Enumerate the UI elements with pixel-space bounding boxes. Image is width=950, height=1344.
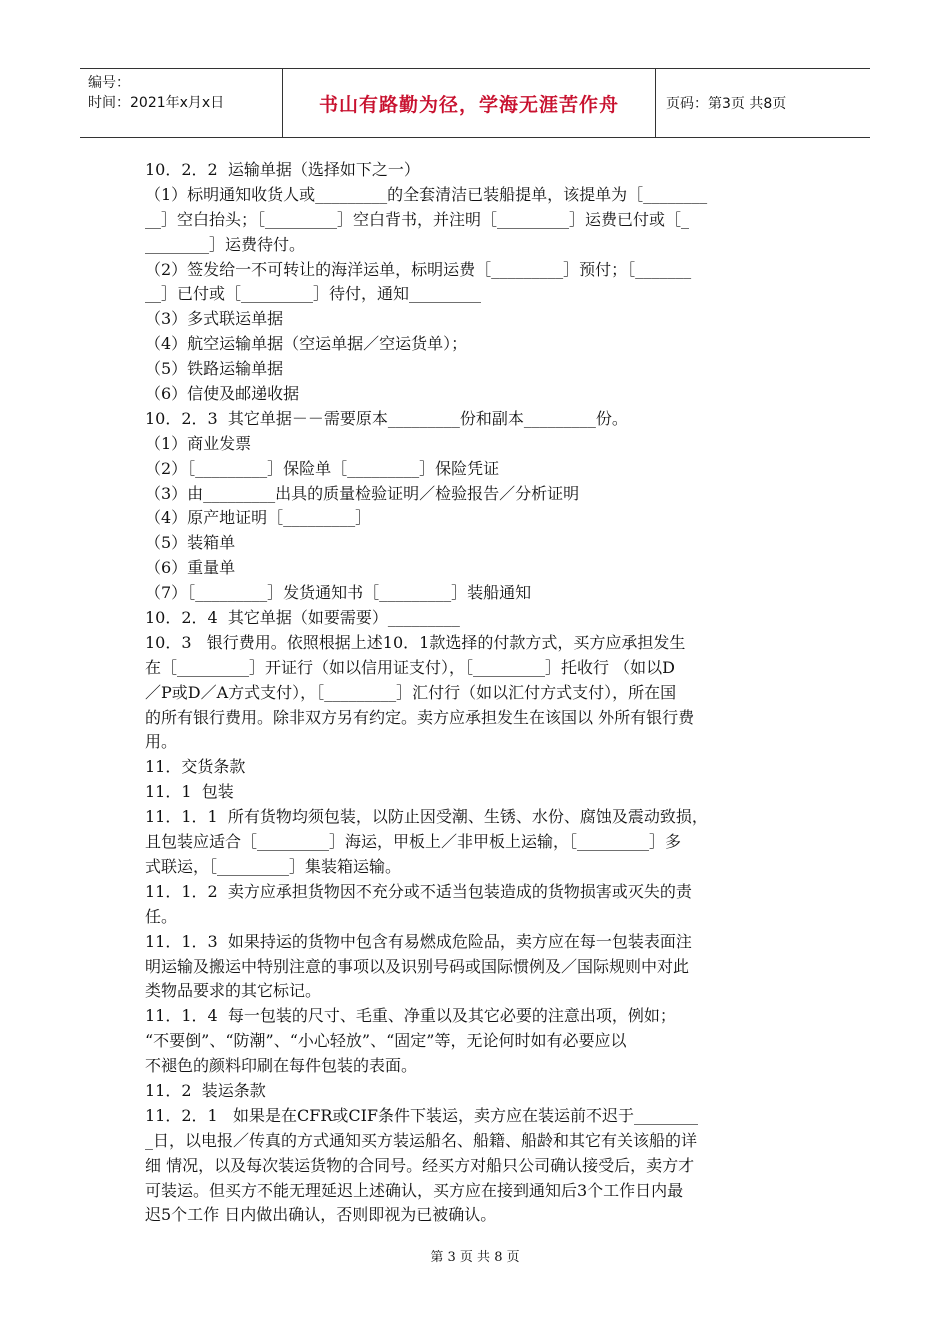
text-line: （2）签发给一不可转让的海洋运单，标明运费［_________］预付；［_______ — [145, 259, 692, 279]
text-line: （1）标明通知收货人或_________的全套清洁已装船提单，该提单为［________ — [145, 184, 708, 204]
text-line: 10．2．3 其它单据－－需要原本_________份和副本_________份。 — [145, 408, 628, 428]
text-line: 迟5个工作 日内做出确认，否则即视为已被确认。 — [145, 1205, 497, 1225]
text-line: （5）铁路运输单据 — [145, 359, 284, 379]
text-line: 11．2 装运条款 — [145, 1080, 266, 1100]
text-line: 11．2．1 如果是在CFR或CIF条件下装运，卖方应在装运前不迟于________ — [145, 1105, 699, 1125]
text-line: 11．1．2 卖方应承担货物因不充分或不适当包装造成的货物损害或灭失的责 — [145, 881, 692, 901]
text-line: 任。 — [145, 906, 178, 926]
text-line: 明运输及搬运中特别注意的事项以及识别号码或国际惯例及／国际规则中对此 — [145, 956, 690, 976]
header-motto: 书山有路勤为径，学海无涯苦作舟 — [283, 69, 656, 137]
text-line: 可装运。但买方不能无理延迟上述确认，买方应在接到通知后3个工作日内最 — [145, 1180, 684, 1200]
text-line: （5）装箱单 — [145, 533, 236, 553]
text-line: ________］运费待付。 — [145, 234, 306, 254]
text-line: ／P或D／A方式支付），［_________］汇付行（如以汇付方式支付），所在国 — [145, 682, 677, 702]
text-line: _日，以电报／传真的方式通知买方装运船名、船籍、船龄和其它有关该船的详 — [145, 1130, 698, 1150]
text-line: （4）航空运输单据（空运单据／空运货单）； — [145, 334, 468, 354]
text-line: 10．2．4 其它单据（如要需要）_________ — [145, 608, 460, 628]
text-line: （6）重量单 — [145, 558, 236, 578]
text-line: （6）信使及邮递收据 — [145, 384, 300, 404]
text-line: 类物品要求的其它标记。 — [145, 981, 322, 1001]
text-line: 11．1．3 如果持运的货物中包含有易燃成危险品，卖方应在每一包装表面注 — [145, 931, 692, 951]
text-line: （1）商业发票 — [145, 433, 252, 453]
text-line: （7）［_________］发货通知书［_________］装船通知 — [145, 583, 532, 603]
page-header — [80, 68, 870, 138]
text-line: 11．1 包装 — [145, 782, 234, 802]
text-line: 式联运，［_________］集装箱运输。 — [145, 856, 402, 876]
document-body — [145, 158, 810, 1228]
text-line: 细 情况，以及每次装运货物的合同号。经买方对船只公司确认接受后，卖方才 — [145, 1155, 695, 1175]
document-date: 时间：2021年x月x日 — [88, 95, 225, 111]
text-line: 用。 — [145, 732, 178, 752]
text-line: 不褪色的颜料印刷在每件包装的表面。 — [145, 1056, 418, 1076]
text-line: 的所有银行费用。除非双方另有约定。卖方应承担发生在该国以 外所有银行费 — [145, 707, 695, 727]
text-line: 10．3 银行费用。依照根据上述10．1款选择的付款方式，买方应承担发生 — [145, 632, 686, 652]
text-line: 11．1．1 所有货物均须包装，以防止因受潮、生锈、水份、腐蚀及震动致损， — [145, 807, 708, 827]
text-line: 11．1．4 每一包装的尺寸、毛重、净重以及其它必要的注意出项，例如； — [145, 1006, 676, 1026]
document-number-label: 编号： — [88, 75, 130, 91]
text-line: （3）由_________出具的质量检验证明／检验报告／分析证明 — [145, 483, 580, 503]
header-meta — [80, 69, 283, 137]
header-page-info: 页码：第3页 共8页 — [666, 96, 787, 112]
text-line: 在［_________］开证行（如以信用证支付），［_________］托收行 （如以D — [145, 657, 675, 677]
text-line: 且包装应适合［_________］海运，甲板上／非甲板上运输，［_________］多 — [145, 832, 682, 852]
text-line: （4）原产地证明［_________］ — [145, 508, 372, 528]
text-line: （3）多式联运单据 — [145, 309, 284, 329]
text-line: __］已付或［_________］待付，通知_________ — [145, 284, 482, 304]
text-line: 10．2．2 运输单据（选择如下之一） — [145, 160, 420, 179]
text-line: 11．交货条款 — [145, 757, 246, 777]
text-line: __］空白抬头；［_________］空白背书，并注明［_________］运费已付或［_ — [145, 209, 690, 229]
page-footer: 第 3 页 共 8 页 — [430, 1250, 520, 1265]
text-line: “不要倒”、“防潮”、“小心轻放”、“固定”等，无论何时如有必要应以 — [145, 1031, 627, 1051]
text-line: （2）［_________］保险单［_________］保险凭证 — [145, 458, 500, 478]
